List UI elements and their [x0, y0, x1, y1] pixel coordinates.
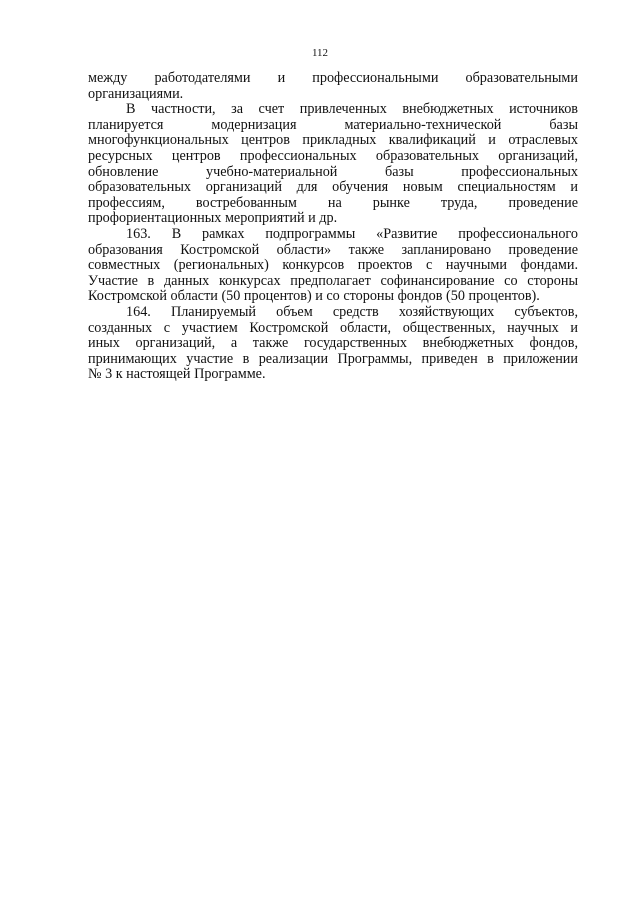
- text-line: организациями.: [88, 85, 184, 102]
- text-line: созданных с участием Костромской области, общественных, научных и: [88, 319, 578, 336]
- text-line: принимающих участие в реализации Программы, приведен в приложении: [88, 350, 578, 367]
- text-line: совместных (региональных) конкурсов проектов с научными фондами.: [88, 257, 578, 274]
- page-number: 112: [311, 47, 329, 59]
- document-body: [88, 71, 578, 383]
- text-line: образовательных организаций для обучения новым специальностям и: [88, 179, 578, 196]
- text-line: иных организаций, а также государственных внебюджетных фондов,: [88, 335, 578, 352]
- text-line: 163. В рамках подпрограммы «Развитие профессионального: [126, 225, 578, 242]
- text-line: обновление учебно-материальной базы профессиональных: [88, 163, 578, 180]
- text-line: планируется модернизация материально-технической базы: [88, 116, 578, 133]
- text-line: ресурсных центров профессиональных образовательных организаций,: [88, 147, 578, 164]
- text-line: между работодателями и профессиональными образовательными: [88, 70, 578, 86]
- text-line: В частности, за счет привлеченных внебюджетных источников: [126, 101, 578, 118]
- text-line: профессиям, востребованным на рынке труда, проведение: [88, 194, 578, 211]
- text-line: Участие в данных конкурсах предполагает софинансирование со стороны: [88, 272, 578, 289]
- text-line: № 3 к настоящей Программе.: [88, 366, 266, 383]
- text-line: многофункциональных центров прикладных квалификаций и отраслевых: [88, 132, 578, 149]
- text-line: Костромской области (50 процентов) и со стороны фондов (50 процентов).: [88, 288, 540, 305]
- text-line: образования Костромской области» также запланировано проведение: [88, 241, 578, 258]
- text-line: 164. Планируемый объем средств хозяйствующих субъектов,: [126, 303, 578, 320]
- text-line: профориентационных мероприятий и др.: [88, 210, 338, 227]
